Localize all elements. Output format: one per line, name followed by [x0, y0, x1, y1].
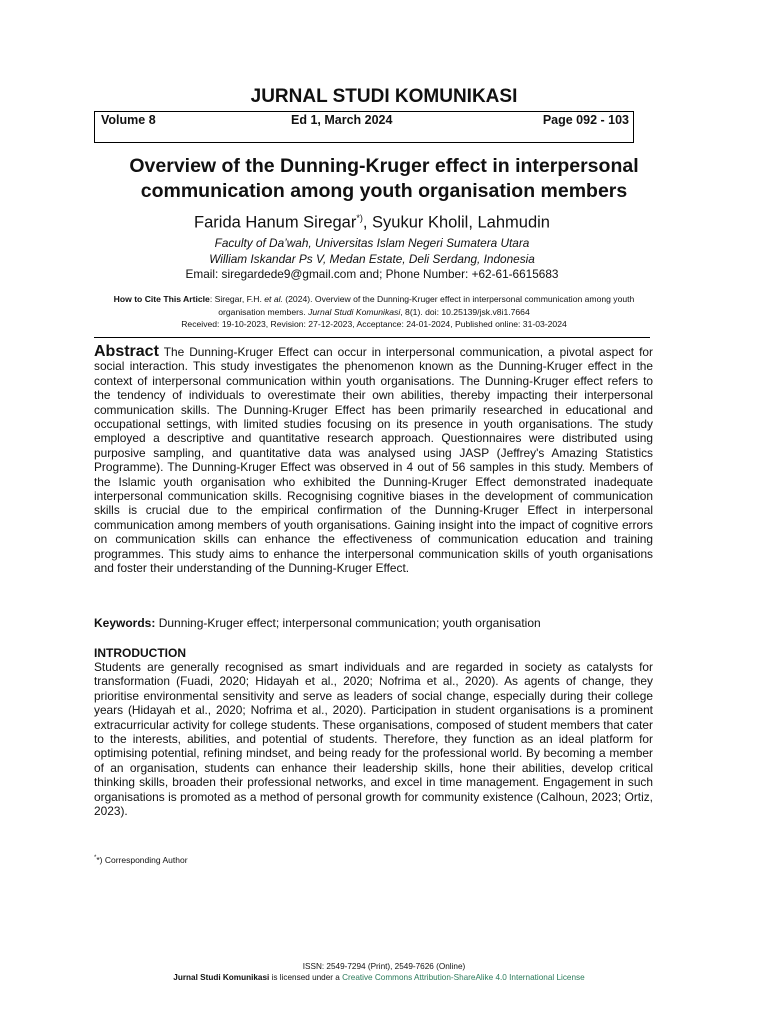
introduction-heading: INTRODUCTION	[94, 646, 186, 660]
corresponding-mark: *)	[356, 213, 363, 223]
license-link[interactable]: Creative Commons Attribution-ShareAlike 4.0 International License	[342, 973, 585, 982]
header-divider	[94, 337, 650, 338]
keywords-text: Dunning-Kruger effect; interpersonal communication; youth organisation	[155, 616, 541, 630]
author-corresponding: Farida Hanum Siregar	[194, 213, 357, 232]
citation-block	[96, 293, 652, 331]
keywords-label: Keywords:	[94, 616, 156, 630]
contact-info: Email: siregardede9@gmail.com and; Phone Number: +62-61-6615683	[185, 267, 559, 281]
citation-journal: Jurnal Studi Komunikasi	[308, 306, 401, 317]
abstract-text: The Dunning-Kruger Effect can occur in interpersonal communication, a pivotal aspect for social interaction. This study investigates the phenomenon known as the Dunning-Kruger effect in the context of interpersonal communication within youth organisations. The Dunning-Kruger effect refers to the tendency of individuals to overestimate their own abilities, thereby impacting their interpersonal communication skills. The Dunning-Kruger Effect has been primarily researched in educational and occupational settings, with limited studies focusing on its presence in youth organisations. The study employed a descriptive and quantitative research approach. Questionnaires were distributed using purposive sampling, and quantitative data was analysed using JASP (Jeffrey's Amazing Statistics Programme). The Dunning-Kruger Effect was observed in 4 out of 56 samples in this study. Members of the Islamic youth organisation who exhibited the Dunning-Kruger Effect demonstrated inadequate interpersonal communication skills. Recognising cognitive biases in the development of communication skills is crucial due to the empirical confirmation of the Dunning-Kruger Effect in interpersonal communication among members of youth organisations. Gaining insight into the impact of cognitive errors on communication skills can enhance the effectiveness of communication education and training programmes. This study aims to enhance the interpersonal communication skills of youth organisations and foster their understanding of the Dunning-Kruger Effect.	[94, 345, 653, 576]
license-line	[0, 973, 758, 982]
volume-label: Volume 8	[101, 113, 156, 127]
paper-title-line1: Overview of the Dunning-Kruger effect in interpersonal	[129, 155, 639, 177]
article-dates: Received: 19-10-2023, Revision: 27-12-2023, Acceptance: 24-01-2024, Published online: 31-03-2024	[181, 319, 567, 329]
license-journal: Jurnal Studi Komunikasi	[173, 973, 270, 982]
citation-label: How to Cite This Article	[113, 294, 210, 304]
issue-info-box	[94, 111, 634, 143]
co-authors: , Syukur Kholil, Lahmudin	[362, 213, 550, 232]
footnote	[94, 855, 188, 865]
affiliation-faculty: Faculty of Da’wah, Universitas Islam Negeri Sumatera Utara	[214, 236, 530, 250]
footnote-text: *) Corresponding Author	[96, 855, 188, 865]
citation-doi: , 8(1). doi: 10.25139/jsk.v8i1.7664	[400, 306, 530, 317]
introduction-text: Students are generally recognised as smart individuals and are regarded in society as catalysts for transformation (Fuadi, 2020; Hidayah et al., 2020; Nofrima et al., 2020). As agents of change, they prioritise environmental sensitivity and serve as leaders of social change, especially during their college years (Hidayah et al., 2020; Nofrima et al., 2020). Participation in student organisations is a prominent extracurricular activity for college students. These organisations, composed of student members that cater to the interests, abilities, and potential of students. Therefore, they function as an ideal platform for optimising potential, refining mindset, and being ready for the professional world. By becoming a member of an organisation, students can enhance their leadership skills, hone their abilities, develop critical thinking skills, broaden their professional networks, and excel in time management. Engagement in such organisations is promoted as a method of personal growth for community existence (Calhoun, 2023; Ortiz, 2023).	[94, 660, 653, 819]
abstract-heading: Abstract	[94, 343, 159, 360]
page-range-label: Page 092 - 103	[542, 113, 629, 127]
abstract-section	[94, 345, 653, 576]
paper-title	[60, 154, 708, 204]
edition-label: Ed 1, March 2024	[291, 113, 393, 127]
citation-text-b: (2024). Overview of the Dunning-Kruger effect in interpersonal communication among youth organisation members.	[218, 294, 635, 317]
affiliation-address: William Iskandar Ps V, Medan Estate, Deli Serdang, Indonesia	[209, 252, 535, 266]
citation-et-al: et al.	[264, 294, 283, 304]
issn-line: ISSN: 2549-7294 (Print), 2549-7626 (Online)	[302, 962, 466, 971]
journal-title: JURNAL STUDI KOMUNIKASI	[250, 86, 518, 107]
keywords-line	[94, 616, 653, 630]
license-text: is licensed under a	[269, 973, 343, 982]
citation-text-a: : Siregar, F.H.	[209, 294, 265, 304]
paper-title-line2: communication among youth organisation members	[140, 180, 628, 202]
author-list	[0, 213, 744, 233]
footnote-mark: *	[94, 855, 97, 862]
